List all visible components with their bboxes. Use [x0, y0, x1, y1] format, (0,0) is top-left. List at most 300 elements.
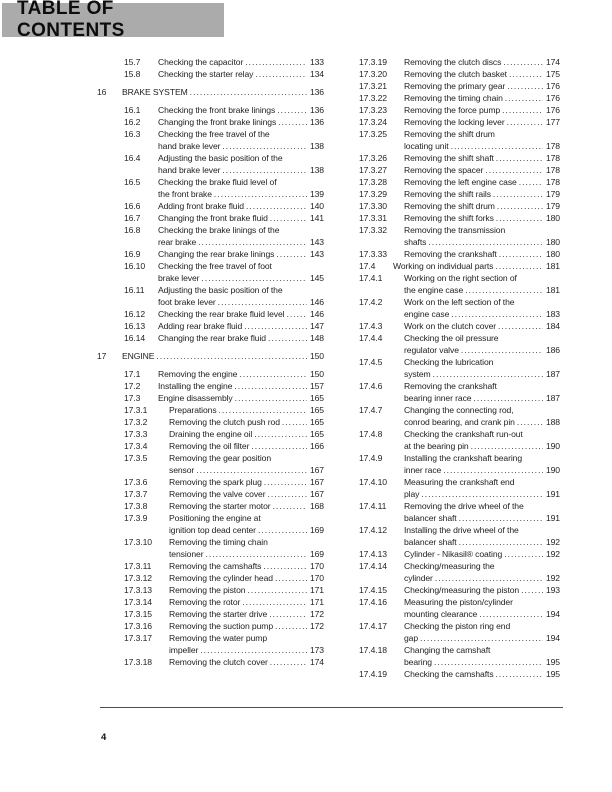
toc-entry-page: 195: [545, 669, 560, 679]
toc-entry-page: 146: [309, 309, 324, 319]
dot-leader: [268, 656, 307, 668]
toc-entry-row: [332, 512, 560, 524]
toc-entry-row: [332, 200, 560, 212]
dot-leader: [483, 164, 543, 176]
toc-entry-title: impeller: [169, 645, 199, 655]
toc-entry-title: Working on the right section of: [404, 273, 517, 283]
toc-entry-row: [332, 176, 560, 188]
page-header-banner: [2, 0, 224, 41]
toc-entry-page: 167: [309, 465, 324, 475]
toc-entry-number: 17.3: [124, 393, 141, 403]
toc-entry-page: 188: [545, 417, 560, 427]
toc-entry-row: [97, 164, 324, 176]
toc-entry-title: Checking/measuring the piston: [404, 585, 520, 595]
toc-entry-row: [97, 416, 324, 428]
toc-entry-title: Removing the clutch cover: [169, 657, 268, 667]
toc-entry-row: [97, 188, 324, 200]
dot-leader: [491, 188, 543, 200]
toc-entry-page: 178: [545, 141, 560, 151]
toc-entry-row: [332, 464, 560, 476]
dot-leader: [495, 200, 543, 212]
toc-entry-title: Checking the oil pressure: [404, 333, 499, 343]
toc-entry-number: 16.8: [124, 225, 141, 235]
toc-entry-row: [97, 404, 324, 416]
toc-entry-title: Cylinder - Nikasil® coating: [404, 549, 503, 559]
toc-entry-row: [332, 92, 560, 104]
toc-entry-title: Changing the front brake linings: [158, 117, 277, 127]
toc-entry-title: tensioner: [169, 549, 204, 559]
toc-entry-row: [97, 260, 324, 272]
toc-entry-page: 133: [309, 57, 324, 67]
dot-leader: [154, 350, 307, 362]
dot-leader: [199, 272, 307, 284]
toc-entry-number: 17.2: [124, 381, 141, 391]
toc-entry-page: 139: [309, 189, 324, 199]
toc-entry-row: [332, 80, 560, 92]
toc-entry-title: Installing the engine: [158, 381, 233, 391]
toc-entry-row: [97, 224, 324, 236]
dot-leader: [212, 188, 307, 200]
toc-entry-row: [97, 452, 324, 464]
toc-entry-title: Checking the free travel of foot: [158, 261, 272, 271]
toc-entry-number: 17.4.5: [359, 357, 383, 367]
toc-entry-number: 17: [97, 351, 107, 361]
toc-entry-row: [332, 572, 560, 584]
dot-leader: [469, 440, 543, 452]
toc-entry-row: [97, 308, 324, 320]
toc-entry-page: 192: [545, 549, 560, 559]
toc-entry-row: [332, 560, 560, 572]
toc-entry-row: [332, 500, 560, 512]
dot-leader: [503, 92, 543, 104]
toc-entry-page: 180: [545, 237, 560, 247]
toc-entry-number: 17.3.10: [124, 537, 152, 547]
toc-entry-row: [332, 320, 560, 332]
toc-entry-number: 17.3.18: [124, 657, 152, 667]
toc-entry-page: 178: [545, 153, 560, 163]
toc-entry-title: Removing the cylinder head: [169, 573, 273, 583]
toc-entry-row: [97, 284, 324, 296]
toc-entry-row: [97, 500, 324, 512]
toc-entry-page: 174: [309, 657, 324, 667]
dot-leader: [233, 392, 307, 404]
toc-entry-row: [97, 56, 324, 68]
dot-leader: [494, 668, 543, 680]
dot-leader: [216, 296, 307, 308]
toc-entry-row: [97, 296, 324, 308]
toc-entry-row: [332, 344, 560, 356]
dot-leader: [244, 200, 307, 212]
toc-entry-page: 148: [309, 333, 324, 343]
dot-leader: [188, 86, 307, 98]
toc-entry-title: conrod bearing, and crank pin: [404, 417, 515, 427]
toc-entry-title: sensor: [169, 465, 195, 475]
dot-leader: [449, 308, 543, 320]
toc-entry-page: 171: [309, 585, 324, 595]
toc-entry-title: Removing the suction pump: [169, 621, 274, 631]
toc-entry-number: 17.3.2: [124, 417, 148, 427]
toc-entry-title: Removing the clutch discs: [404, 57, 502, 67]
dot-leader: [203, 548, 307, 560]
toc-entry-page: 191: [545, 513, 560, 523]
toc-entry-title: Measuring the crankshaft end: [404, 477, 515, 487]
dot-leader: [240, 596, 307, 608]
toc-entry-row: [97, 140, 324, 152]
toc-entry-page: 192: [545, 537, 560, 547]
toc-entry-row: [97, 632, 324, 644]
toc-entry-title: Removing the clutch basket: [404, 69, 507, 79]
toc-entry-number: 16.9: [124, 249, 141, 259]
toc-entry-title: Removing the transmission: [404, 225, 506, 235]
toc-entry-row: [97, 620, 324, 632]
toc-entry-number: 17.3.19: [359, 57, 387, 67]
footer-rule: [100, 707, 563, 708]
toc-entry-row: [332, 56, 560, 68]
toc-entry-title: hand brake lever: [158, 165, 221, 175]
toc-entry-page: 165: [309, 405, 324, 415]
toc-entry-page: 167: [309, 477, 324, 487]
toc-entry-row: [332, 272, 560, 284]
toc-entry-number: 17.3.15: [124, 609, 152, 619]
toc-entry-row: [332, 392, 560, 404]
dot-leader: [431, 368, 543, 380]
toc-entry-number: 17.4.1: [359, 273, 383, 283]
toc-entry-page: 165: [309, 417, 324, 427]
dot-leader: [284, 308, 307, 320]
toc-entry-row: [332, 548, 560, 560]
dot-leader: [217, 404, 307, 416]
dot-leader: [441, 464, 543, 476]
toc-entry-number: 17.4.3: [359, 321, 383, 331]
toc-entry-title: Removing the primary gear: [404, 81, 506, 91]
dot-leader: [449, 140, 543, 152]
toc-entry-row: [97, 572, 324, 584]
toc-entry-title: Changing the connecting rod,: [404, 405, 514, 415]
toc-entry-page: 176: [545, 93, 560, 103]
toc-entry-title: inner race: [404, 465, 442, 475]
toc-entry-page: 180: [545, 213, 560, 223]
toc-entry-number: 16.3: [124, 129, 141, 139]
toc-entry-number: 16.5: [124, 177, 141, 187]
toc-entry-row: [97, 560, 324, 572]
toc-entry-page: 146: [309, 297, 324, 307]
toc-entry-title: engine case: [404, 309, 450, 319]
toc-entry-page: 194: [545, 609, 560, 619]
toc-entry-number: 16: [97, 87, 107, 97]
toc-entry-page: 170: [309, 561, 324, 571]
dot-leader: [271, 500, 307, 512]
toc-entry-number: 17.3.32: [359, 225, 387, 235]
toc-entry-title: Removing the shift drum: [404, 129, 495, 139]
toc-entry-page: 167: [309, 489, 324, 499]
toc-entry-page: 176: [545, 105, 560, 115]
toc-entry-page: 180: [545, 249, 560, 259]
toc-entry-number: 17.4.10: [359, 477, 387, 487]
toc-entry-number: 17.4.7: [359, 405, 383, 415]
toc-entry-row: [97, 128, 324, 140]
toc-entry-number: 17.3.7: [124, 489, 148, 499]
toc-entry-page: 143: [309, 249, 324, 259]
toc-entry-row: [97, 644, 324, 656]
toc-entry-row: [332, 620, 560, 632]
toc-entry-number: 17.3.20: [359, 69, 387, 79]
toc-entry-page: 134: [309, 69, 324, 79]
toc-entry-row: [332, 644, 560, 656]
toc-section-row: [97, 86, 324, 98]
toc-entry-row: [332, 188, 560, 200]
toc-entry-title: ignition top dead center: [169, 525, 256, 535]
toc-entry-number: 17.3.13: [124, 585, 152, 595]
toc-entry-row: [97, 596, 324, 608]
toc-entry-row: [97, 440, 324, 452]
toc-entry-row: [332, 404, 560, 416]
toc-entry-row: [332, 356, 560, 368]
toc-entry-page: 171: [309, 597, 324, 607]
toc-entry-row: [97, 320, 324, 332]
toc-entry-row: [332, 380, 560, 392]
toc-entry-title: the front brake: [158, 189, 212, 199]
toc-entry-number: 17.4: [359, 261, 376, 271]
toc-entry-row: [97, 236, 324, 248]
dot-leader: [496, 320, 543, 332]
toc-entry-title: Removing the timing chain: [404, 93, 503, 103]
dot-leader: [457, 512, 543, 524]
toc-entry-number: 17.3.6: [124, 477, 148, 487]
toc-entry-row: [332, 296, 560, 308]
toc-entry-page: 183: [545, 309, 560, 319]
toc-entry-number: 17.4.15: [359, 585, 387, 595]
toc-entry-row: [332, 524, 560, 536]
toc-entry-title: Checking the front brake linings: [158, 105, 276, 115]
toc-entry-page: 176: [545, 81, 560, 91]
dot-leader: [494, 152, 543, 164]
toc-entry-row: [332, 104, 560, 116]
toc-entry-title: Removing the engine: [158, 369, 238, 379]
dot-leader: [432, 656, 543, 668]
toc-entry-number: 17.3.14: [124, 597, 152, 607]
toc-section-row: [97, 350, 324, 362]
toc-entry-title: rear brake: [158, 237, 197, 247]
toc-entry-title: shafts: [404, 237, 427, 247]
toc-entry-page: 169: [309, 525, 324, 535]
toc-entry-row: [97, 608, 324, 620]
toc-entry-number: 17.4.19: [359, 669, 387, 679]
toc-entry-title: Checking the brake fluid level of: [158, 177, 277, 187]
dot-leader: [517, 176, 543, 188]
toc-entry-title: Removing the camshafts: [169, 561, 262, 571]
toc-entry-row: [97, 248, 324, 260]
toc-entry-title: bearing: [404, 657, 432, 667]
toc-entry-row: [332, 140, 560, 152]
toc-entry-number: 17.3.23: [359, 105, 387, 115]
toc-entry-title: Removing the shift shaft: [404, 153, 494, 163]
toc-entry-row: [332, 164, 560, 176]
toc-entry-number: 17.4.14: [359, 561, 387, 571]
toc-entry-page: 187: [545, 369, 560, 379]
toc-entry-row: [332, 584, 560, 596]
toc-entry-row: [97, 272, 324, 284]
dot-leader: [220, 140, 307, 152]
toc-entry-title: Installing the crankshaft bearing: [404, 453, 523, 463]
toc-entry-title: Removing the oil filter: [169, 441, 250, 451]
dot-leader: [196, 236, 307, 248]
toc-entry-number: 16.4: [124, 153, 141, 163]
toc-entry-title: Removing the force pump: [404, 105, 501, 115]
toc-entry-title: Checking/measuring the: [404, 561, 495, 571]
dot-leader: [276, 116, 307, 128]
toc-entry-number: 17.4.17: [359, 621, 387, 631]
toc-entry-row: [332, 452, 560, 464]
toc-entry-title: Checking the piston ring end: [404, 621, 511, 631]
page-number: 4: [101, 732, 107, 743]
dot-leader: [242, 320, 307, 332]
toc-entry-row: [332, 308, 560, 320]
dot-leader: [253, 68, 307, 80]
toc-entry-title: Removing the crankshaft: [404, 249, 497, 259]
dot-leader: [494, 212, 543, 224]
dot-leader: [261, 560, 307, 572]
toc-entry-number: 16.2: [124, 117, 141, 127]
toc-entry-page: 174: [545, 57, 560, 67]
toc-entry-title: Checking the starter relay: [158, 69, 254, 79]
toc-entry-title: Removing the clutch push rod: [169, 417, 280, 427]
toc-entry-title: Removing the timing chain: [169, 537, 268, 547]
dot-leader: [507, 68, 543, 80]
dot-leader: [418, 632, 543, 644]
dot-leader: [433, 572, 543, 584]
toc-entry-title: ENGINE: [122, 351, 155, 361]
toc-entry-title: at the bearing pin: [404, 441, 469, 451]
toc-entry-row: [332, 332, 560, 344]
toc-entry-number: 17.4.11: [359, 501, 387, 511]
toc-entry-title: Removing the drive wheel of the: [404, 501, 524, 511]
dot-leader: [426, 236, 543, 248]
toc-entry-title: Removing the piston: [169, 585, 246, 595]
toc-entry-page: 147: [309, 321, 324, 331]
dot-leader: [419, 488, 543, 500]
toc-entry-title: Removing the shift drum: [404, 201, 495, 211]
toc-entry-row: [332, 224, 560, 236]
toc-entry-row: [97, 212, 324, 224]
toc-entry-title: Removing the rotor: [169, 597, 241, 607]
dot-leader: [505, 80, 543, 92]
toc-entry-title: Removing the water pump: [169, 633, 268, 643]
toc-entry-page: 179: [545, 189, 560, 199]
toc-entry-title: Checking the capacitor: [158, 57, 244, 67]
toc-entry-number: 17.3.3: [124, 429, 148, 439]
toc-entry-title: bearing inner race: [404, 393, 472, 403]
toc-entry-number: 17.3.26: [359, 153, 387, 163]
toc-entry-number: 17.3.22: [359, 93, 387, 103]
toc-entry-row: [332, 488, 560, 500]
toc-entry-number: 16.7: [124, 213, 141, 223]
dot-leader: [232, 380, 307, 392]
toc-entry-row: [332, 596, 560, 608]
toc-entry-number: 17.4.13: [359, 549, 387, 559]
toc-entry-row: [332, 260, 560, 272]
toc-entry-number: 17.3.17: [124, 633, 152, 643]
toc-entry-page: 181: [545, 261, 560, 271]
dot-leader: [471, 392, 542, 404]
toc-entry-page: 193: [545, 585, 560, 595]
toc-entry-title: Measuring the piston/cylinder: [404, 597, 513, 607]
toc-entry-title: Removing the shift forks: [404, 213, 494, 223]
toc-entry-title: Adjusting the basic position of the: [158, 285, 283, 295]
toc-entry-row: [97, 548, 324, 560]
toc-entry-page: 170: [309, 573, 324, 583]
toc-entry-title: Removing the crankshaft: [404, 381, 497, 391]
toc-entry-number: 17.3.30: [359, 201, 387, 211]
dot-leader: [273, 572, 307, 584]
toc-entry-page: 138: [309, 141, 324, 151]
toc-entry-page: 140: [309, 201, 324, 211]
toc-entry-page: 178: [545, 165, 560, 175]
toc-entry-number: 17.4.8: [359, 429, 383, 439]
toc-entry-page: 179: [545, 201, 560, 211]
toc-entry-row: [332, 608, 560, 620]
toc-entry-page: 136: [309, 117, 324, 127]
toc-entry-page: 145: [309, 273, 324, 283]
toc-entry-number: 17.3.11: [124, 561, 152, 571]
toc-entry-row: [97, 584, 324, 596]
toc-entry-page: 165: [309, 429, 324, 439]
toc-entry-page: 136: [309, 87, 324, 97]
toc-entry-title: Positioning the engine at: [169, 513, 261, 523]
toc-entry-page: 177: [545, 117, 560, 127]
toc-entry-row: [332, 248, 560, 260]
toc-entry-row: [332, 68, 560, 80]
toc-entry-page: 181: [545, 285, 560, 295]
toc-entry-title: Removing the locking lever: [404, 117, 505, 127]
dot-leader: [194, 464, 307, 476]
dot-leader: [515, 416, 543, 428]
toc-entry-row: [97, 488, 324, 500]
toc-entry-row: [332, 656, 560, 668]
toc-entry-title: Removing the spacer: [404, 165, 484, 175]
toc-entry-title: Removing the starter drive: [169, 609, 268, 619]
toc-entry-number: 17.3.28: [359, 177, 387, 187]
toc-entry-page: 150: [309, 369, 324, 379]
toc-entry-title: brake lever: [158, 273, 200, 283]
toc-entry-title: the engine case: [404, 285, 464, 295]
toc-entry-row: [97, 524, 324, 536]
toc-entry-row: [97, 464, 324, 476]
toc-entry-title: Adding front brake fluid: [158, 201, 244, 211]
dot-leader: [500, 104, 543, 116]
toc-entry-row: [332, 128, 560, 140]
dot-leader: [275, 104, 307, 116]
toc-entry-number: 17.3.16: [124, 621, 152, 631]
toc-entry-page: 190: [545, 465, 560, 475]
toc-entry-title: Changing the rear brake fluid: [158, 333, 266, 343]
toc-entry-title: BRAKE SYSTEM: [122, 87, 188, 97]
dot-leader: [267, 608, 307, 620]
toc-entry-row: [332, 668, 560, 680]
toc-entry-page: 136: [309, 105, 324, 115]
dot-leader: [256, 524, 307, 536]
toc-entry-number: 16.1: [124, 105, 141, 115]
toc-entry-number: 16.14: [124, 333, 146, 343]
toc-entry-number: 16.13: [124, 321, 146, 331]
toc-entry-row: [332, 632, 560, 644]
toc-entry-title: Removing the left engine case: [404, 177, 517, 187]
toc-entry-title: Preparations: [169, 405, 217, 415]
toc-entry-number: 17.4.18: [359, 645, 387, 655]
toc-entry-page: 190: [545, 441, 560, 451]
toc-entry-row: [97, 392, 324, 404]
toc-entry-page: 178: [545, 177, 560, 187]
dot-leader: [237, 368, 307, 380]
